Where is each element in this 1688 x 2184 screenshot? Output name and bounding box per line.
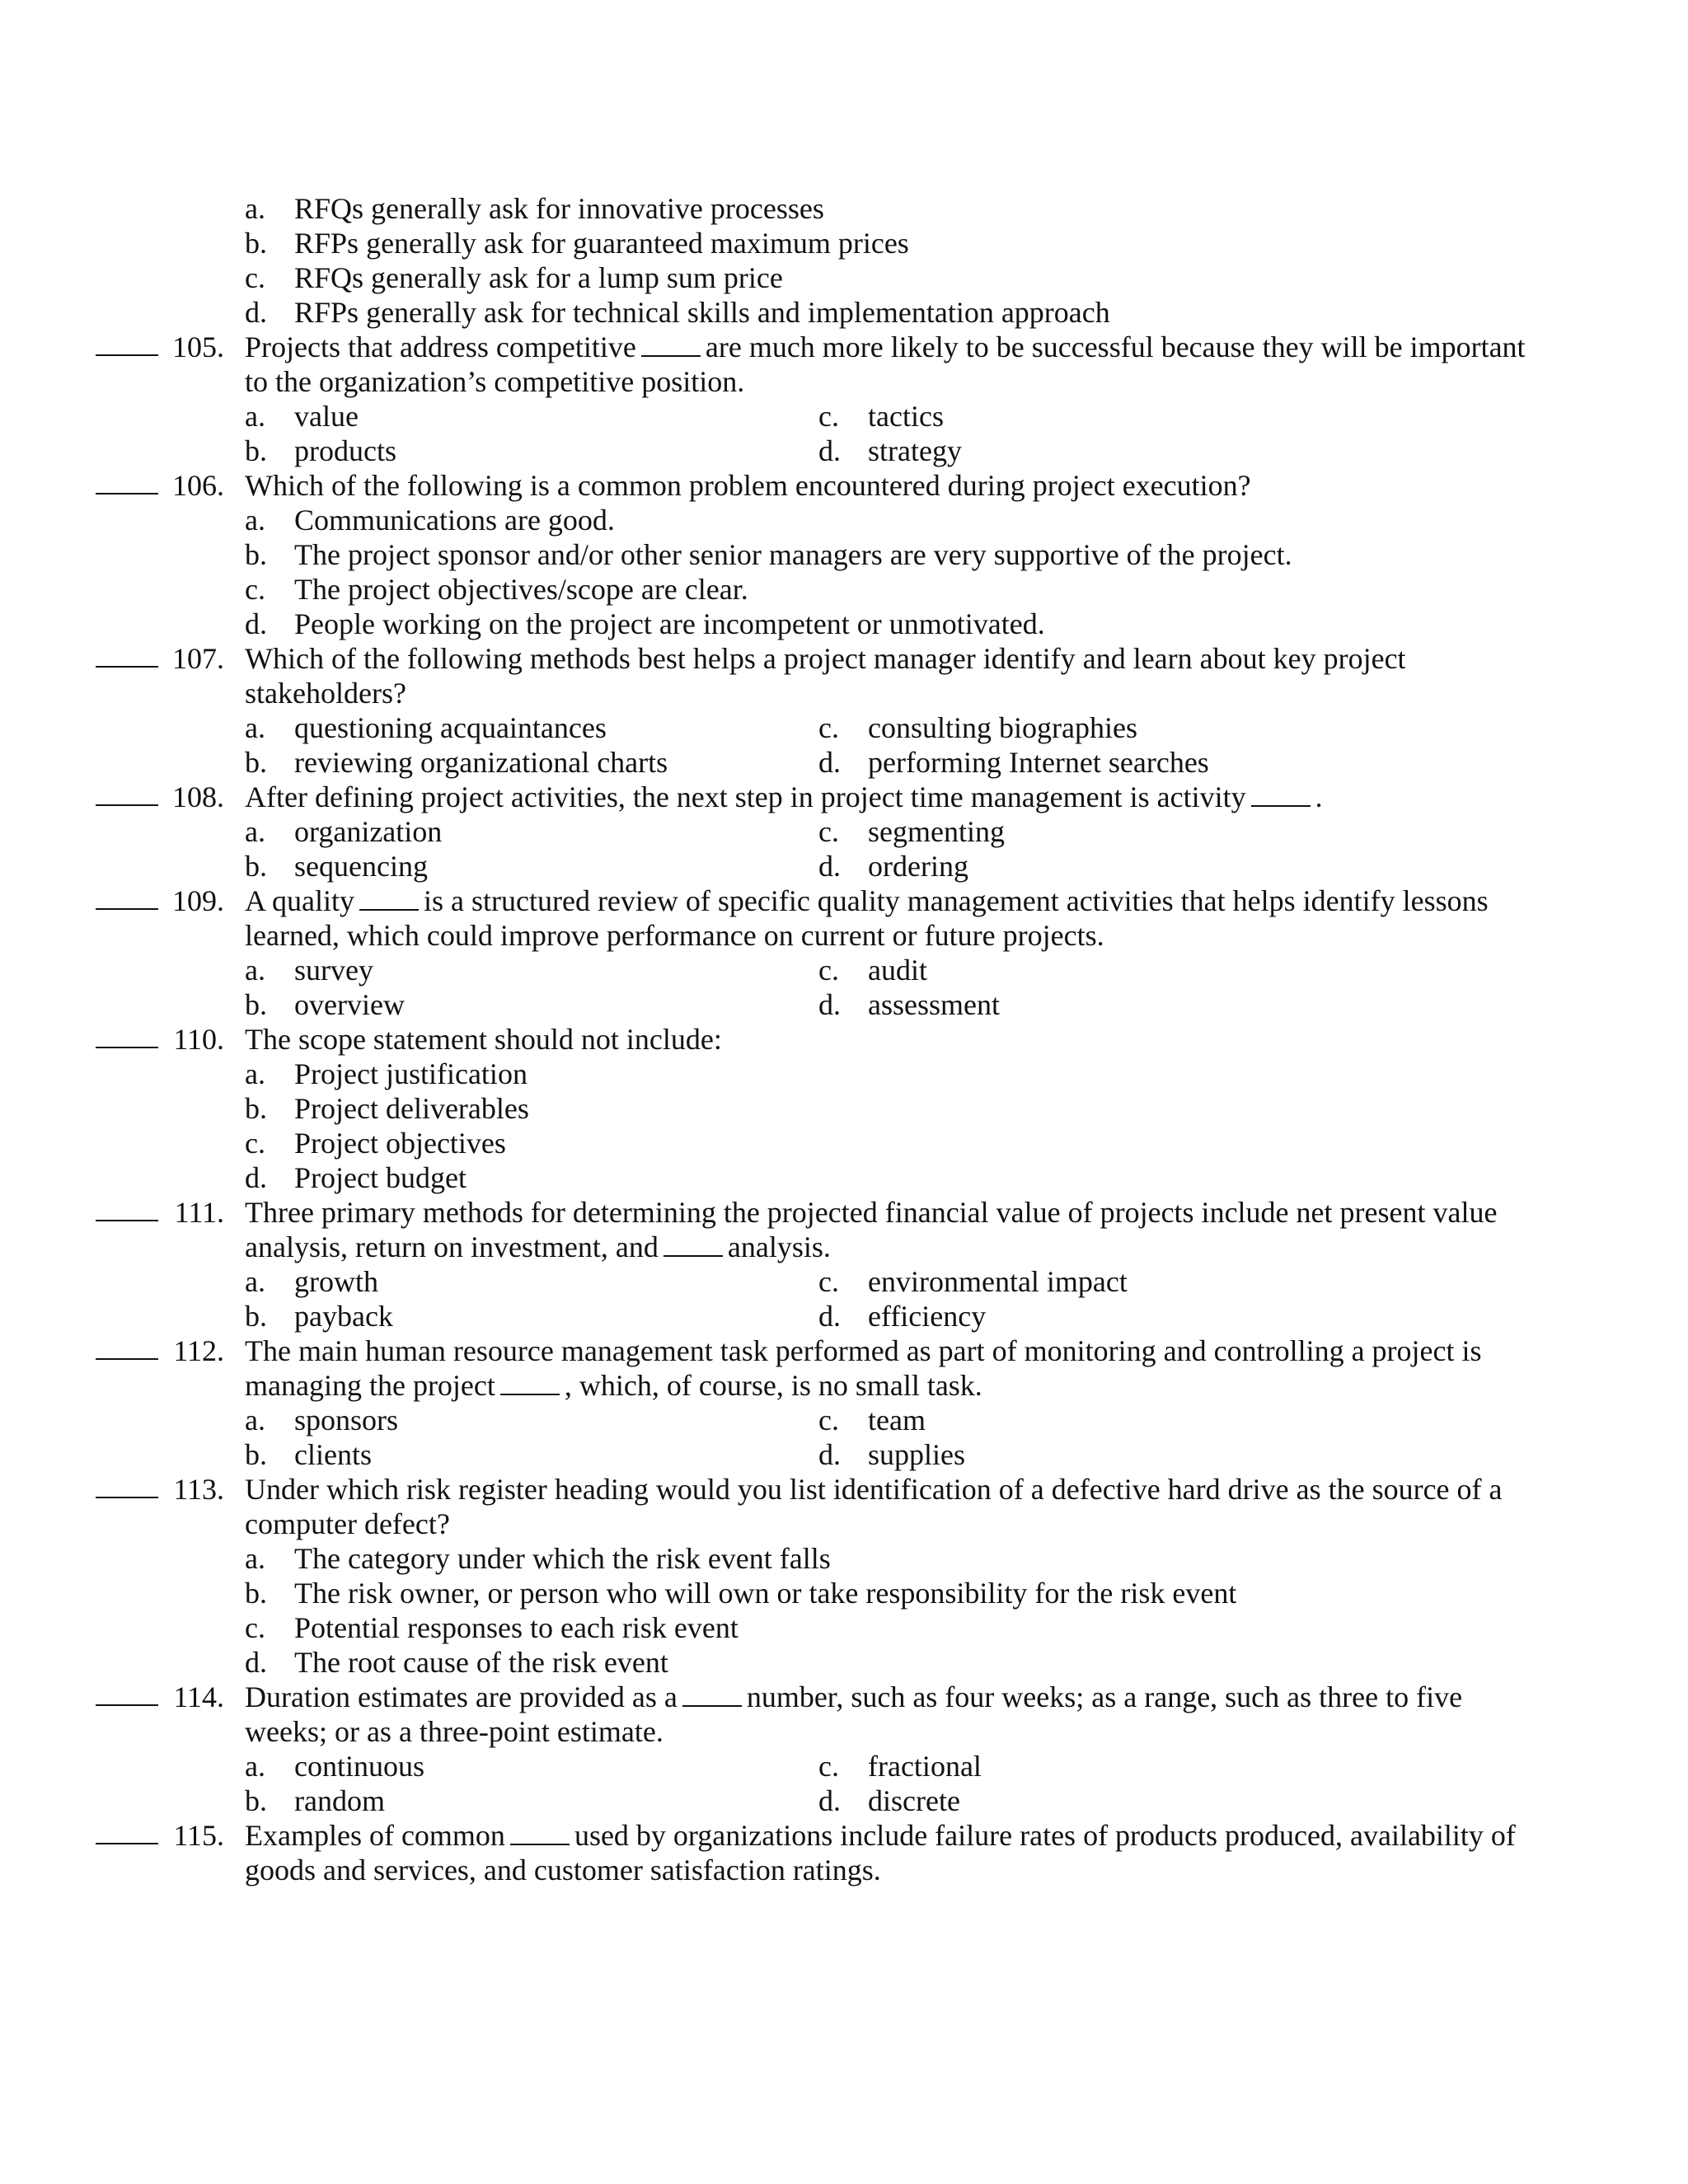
question-text-after-blank: is a structured review of specific quality management activities that helps identify lessons xyxy=(424,884,1489,917)
option-text: efficiency xyxy=(868,1300,987,1333)
option-text: clients xyxy=(294,1438,372,1471)
exam-page xyxy=(0,191,1688,1887)
option-letter: b. xyxy=(245,434,267,467)
option-letter: a. xyxy=(245,1265,265,1298)
question-number: 111. xyxy=(174,1196,224,1229)
option-text: products xyxy=(294,434,396,467)
option-letter: d. xyxy=(245,296,267,329)
option-text: continuous xyxy=(294,1750,424,1783)
question-text: goods and services, and customer satisfaction ratings. xyxy=(245,1854,881,1886)
option-letter: d. xyxy=(818,746,841,779)
question-text: weeks; or as a three-point estimate. xyxy=(245,1715,663,1748)
option-letter: a. xyxy=(245,192,265,225)
question-text-after-blank: analysis. xyxy=(727,1230,831,1263)
question-number: 114. xyxy=(173,1680,224,1713)
question-stem-line xyxy=(0,780,1688,814)
option-text: Project budget xyxy=(294,1161,467,1194)
option-text: reviewing organizational charts xyxy=(294,746,668,779)
option-row xyxy=(0,1091,1688,1126)
option-text: Potential responses to each risk event xyxy=(294,1611,738,1644)
question-text-after-blank: number, such as four weeks; as a range, such as three to five xyxy=(746,1680,1463,1713)
answer-blank xyxy=(96,666,158,668)
option-letter: a. xyxy=(245,1404,265,1436)
option-text: The category under which the risk event falls xyxy=(294,1542,831,1575)
option-row xyxy=(0,953,1688,987)
option-letter: d. xyxy=(818,988,841,1021)
question-item xyxy=(0,641,1688,780)
option-row xyxy=(0,1057,1688,1091)
question-stem-line xyxy=(0,1022,1688,1057)
option-letter: b. xyxy=(245,1438,267,1471)
question-text: stakeholders? xyxy=(245,677,406,710)
option-text: The risk owner, or person who will own or take responsibility for the risk event xyxy=(294,1577,1237,1610)
option-letter: c. xyxy=(245,1127,265,1160)
option-letter: d. xyxy=(818,1300,841,1333)
option-letter: d. xyxy=(818,1784,841,1817)
answer-blank xyxy=(96,1220,158,1221)
question-number: 105. xyxy=(172,330,224,363)
option-row xyxy=(0,1576,1688,1610)
fill-in-blank xyxy=(359,886,419,911)
answer-blank xyxy=(96,1358,158,1360)
option-row xyxy=(0,295,1688,330)
question-number: 107. xyxy=(172,642,224,675)
option-text: Communications are good. xyxy=(294,504,615,537)
option-row xyxy=(0,1610,1688,1645)
option-text: payback xyxy=(294,1300,393,1333)
option-row xyxy=(0,1403,1688,1437)
option-letter: b. xyxy=(245,227,267,260)
option-letter: b. xyxy=(245,746,267,779)
option-text: growth xyxy=(294,1265,378,1298)
option-row xyxy=(0,572,1688,607)
question-item xyxy=(0,883,1688,1022)
question-number: 113. xyxy=(173,1473,224,1506)
option-letter: a. xyxy=(245,504,265,537)
question-text-after-blank: are much more likely to be successful because they will be important xyxy=(705,330,1526,363)
question-number: 115. xyxy=(173,1819,224,1852)
option-text: survey xyxy=(294,954,373,987)
option-letter: a. xyxy=(245,954,265,987)
option-text: The root cause of the risk event xyxy=(294,1646,668,1679)
question-text-after-blank: , which, of course, is no small task. xyxy=(564,1369,982,1402)
question-stem-continuation xyxy=(0,1714,1688,1749)
option-text: RFQs generally ask for a lump sum price xyxy=(294,261,783,294)
question-item xyxy=(0,780,1688,883)
question-stem-continuation xyxy=(0,1507,1688,1541)
answer-blank xyxy=(96,493,158,494)
option-letter: c. xyxy=(818,954,839,987)
option-text: strategy xyxy=(868,434,962,467)
option-text: discrete xyxy=(868,1784,960,1817)
option-letter: d. xyxy=(245,1161,267,1194)
question-stem-continuation xyxy=(0,1368,1688,1403)
option-letter: c. xyxy=(245,1611,265,1644)
option-text: The project sponsor and/or other senior managers are very supportive of the project. xyxy=(294,538,1292,571)
option-text: consulting biographies xyxy=(868,711,1137,744)
option-letter: c. xyxy=(245,573,265,606)
question-stem-line xyxy=(0,641,1688,676)
option-text: tactics xyxy=(868,400,944,433)
option-text: Project deliverables xyxy=(294,1092,529,1125)
option-row xyxy=(0,1299,1688,1333)
option-text: team xyxy=(868,1404,926,1436)
option-text: Project justification xyxy=(294,1057,528,1090)
option-text: RFQs generally ask for innovative processes xyxy=(294,192,824,225)
option-letter: b. xyxy=(245,1577,267,1610)
fill-in-blank xyxy=(682,1682,742,1707)
question-stem-continuation xyxy=(0,676,1688,710)
option-letter: b. xyxy=(245,1300,267,1333)
option-letter: c. xyxy=(245,261,265,294)
question-text: Three primary methods for determining the projected financial value of projects include net present value xyxy=(245,1196,1498,1229)
option-text: People working on the project are incompetent or unmotivated. xyxy=(294,607,1045,640)
option-text: RFPs generally ask for guaranteed maximum prices xyxy=(294,227,909,260)
option-text: Project objectives xyxy=(294,1127,506,1160)
option-letter: c. xyxy=(818,1265,839,1298)
question-stem-line xyxy=(0,1195,1688,1230)
answer-blank xyxy=(96,1704,158,1706)
option-letter: d. xyxy=(818,434,841,467)
option-letter: b. xyxy=(245,1784,267,1817)
question-text: Under which risk register heading would you list identification of a defective hard drive as the source of a xyxy=(245,1473,1503,1506)
question-stem-line xyxy=(0,468,1688,503)
question-stem-line xyxy=(0,1680,1688,1714)
option-letter: a. xyxy=(245,815,265,848)
option-text: organization xyxy=(294,815,443,848)
fill-in-blank xyxy=(500,1371,560,1395)
option-text: fractional xyxy=(868,1750,982,1783)
option-row xyxy=(0,710,1688,745)
option-text: value xyxy=(294,400,359,433)
question-number: 108. xyxy=(172,780,224,813)
option-row xyxy=(0,1437,1688,1472)
question-text-before-blank: analysis, return on investment, and xyxy=(245,1230,659,1263)
fill-in-blank xyxy=(663,1232,723,1257)
option-row xyxy=(0,434,1688,468)
question-item xyxy=(0,1333,1688,1472)
question-item xyxy=(0,468,1688,641)
question-text-before-blank: managing the project xyxy=(245,1369,495,1402)
option-letter: d. xyxy=(245,607,267,640)
option-letter: c. xyxy=(818,1750,839,1783)
question-stem-line xyxy=(0,330,1688,364)
question-text-before-blank: After defining project activities, the next step in project time management is activity xyxy=(245,780,1246,813)
option-letter: a. xyxy=(245,711,265,744)
option-letter: b. xyxy=(245,850,267,883)
question-text xyxy=(245,1368,982,1403)
question-stem-line xyxy=(0,883,1688,918)
option-row xyxy=(0,1264,1688,1299)
question-number: 112. xyxy=(173,1334,224,1367)
option-row xyxy=(0,1160,1688,1195)
answer-blank xyxy=(96,1047,158,1048)
option-text: performing Internet searches xyxy=(868,746,1209,779)
question-stem-continuation xyxy=(0,918,1688,953)
option-letter: d. xyxy=(818,850,841,883)
question-number: 110. xyxy=(173,1023,224,1056)
fill-in-blank xyxy=(641,332,701,357)
question-text: computer defect? xyxy=(245,1507,450,1540)
question-stem-continuation xyxy=(0,1230,1688,1264)
fill-in-blank xyxy=(510,1821,570,1845)
answer-blank xyxy=(96,804,158,806)
question-stem-continuation xyxy=(0,364,1688,399)
option-letter: b. xyxy=(245,988,267,1021)
question-stem-line xyxy=(0,1472,1688,1507)
question-stem-line xyxy=(0,1333,1688,1368)
answer-blank xyxy=(96,908,158,910)
question-item xyxy=(0,1022,1688,1195)
option-text: audit xyxy=(868,954,927,987)
question-text: Which of the following methods best helps a project manager identify and learn about key project xyxy=(245,642,1406,675)
question-text xyxy=(245,1818,1516,1853)
question-item xyxy=(0,330,1688,468)
question-text-before-blank: Examples of common xyxy=(245,1819,505,1852)
option-text: sequencing xyxy=(294,850,428,883)
question-number: 106. xyxy=(172,469,224,502)
option-text: supplies xyxy=(868,1438,966,1471)
question-text: The scope statement should not include: xyxy=(245,1023,722,1056)
question-text xyxy=(245,330,1526,364)
option-letter: d. xyxy=(245,1646,267,1679)
option-letter: a. xyxy=(245,1057,265,1090)
option-row xyxy=(0,745,1688,780)
option-text: environmental impact xyxy=(868,1265,1128,1298)
option-row xyxy=(0,1749,1688,1783)
option-letter: c. xyxy=(818,400,839,433)
option-row xyxy=(0,814,1688,849)
fill-in-blank xyxy=(1251,782,1311,807)
question-text-before-blank: Duration estimates are provided as a xyxy=(245,1680,678,1713)
option-letter: a. xyxy=(245,1750,265,1783)
option-text: questioning acquaintances xyxy=(294,711,607,744)
question-item xyxy=(0,1472,1688,1680)
option-row xyxy=(0,537,1688,572)
question-list xyxy=(0,330,1688,1887)
question-item xyxy=(0,1818,1688,1887)
question-number: 109. xyxy=(172,884,224,917)
question-text: to the organization’s competitive position. xyxy=(245,365,745,398)
answer-blank xyxy=(96,1497,158,1498)
answer-blank xyxy=(96,354,158,356)
option-row xyxy=(0,1645,1688,1680)
option-row xyxy=(0,399,1688,434)
option-letter: b. xyxy=(245,538,267,571)
option-text: The project objectives/scope are clear. xyxy=(294,573,748,606)
option-letter: a. xyxy=(245,1542,265,1575)
option-letter: a. xyxy=(245,400,265,433)
question-text-after-blank: used by organizations include failure rates of products produced, availability of xyxy=(574,1819,1516,1852)
question-text-after-blank: . xyxy=(1315,780,1323,813)
option-row xyxy=(0,226,1688,260)
option-row xyxy=(0,1783,1688,1818)
question-item xyxy=(0,1195,1688,1333)
option-text: random xyxy=(294,1784,385,1817)
option-text: RFPs generally ask for technical skills and implementation approach xyxy=(294,296,1110,329)
answer-blank xyxy=(96,1843,158,1844)
option-row xyxy=(0,987,1688,1022)
option-letter: b. xyxy=(245,1092,267,1125)
option-row xyxy=(0,1541,1688,1576)
option-row xyxy=(0,191,1688,226)
question-text xyxy=(245,780,1323,814)
question-stem-line xyxy=(0,1818,1688,1853)
option-letter: c. xyxy=(818,815,839,848)
question-text: The main human resource management task performed as part of monitoring and controlling a project is xyxy=(245,1334,1482,1367)
question-text-before-blank: A quality xyxy=(245,884,354,917)
option-text: overview xyxy=(294,988,405,1021)
question-stem-continuation xyxy=(0,1853,1688,1887)
option-letter: c. xyxy=(818,1404,839,1436)
option-text: segmenting xyxy=(868,815,1005,848)
option-letter: c. xyxy=(818,711,839,744)
question-text: Which of the following is a common problem encountered during project execution? xyxy=(245,469,1251,502)
option-letter: d. xyxy=(818,1438,841,1471)
question-text xyxy=(245,1230,831,1264)
question-text xyxy=(245,883,1489,918)
question-text-before-blank: Projects that address competitive xyxy=(245,330,636,363)
option-text: ordering xyxy=(868,850,968,883)
question-item xyxy=(0,1680,1688,1818)
option-text: sponsors xyxy=(294,1404,399,1436)
option-row xyxy=(0,260,1688,295)
option-row xyxy=(0,1126,1688,1160)
option-row xyxy=(0,503,1688,537)
option-row xyxy=(0,849,1688,883)
option-row xyxy=(0,607,1688,641)
carryover-options xyxy=(0,191,1688,330)
question-text: learned, which could improve performance on current or future projects. xyxy=(245,919,1104,952)
option-text: assessment xyxy=(868,988,1000,1021)
question-text xyxy=(245,1680,1462,1714)
